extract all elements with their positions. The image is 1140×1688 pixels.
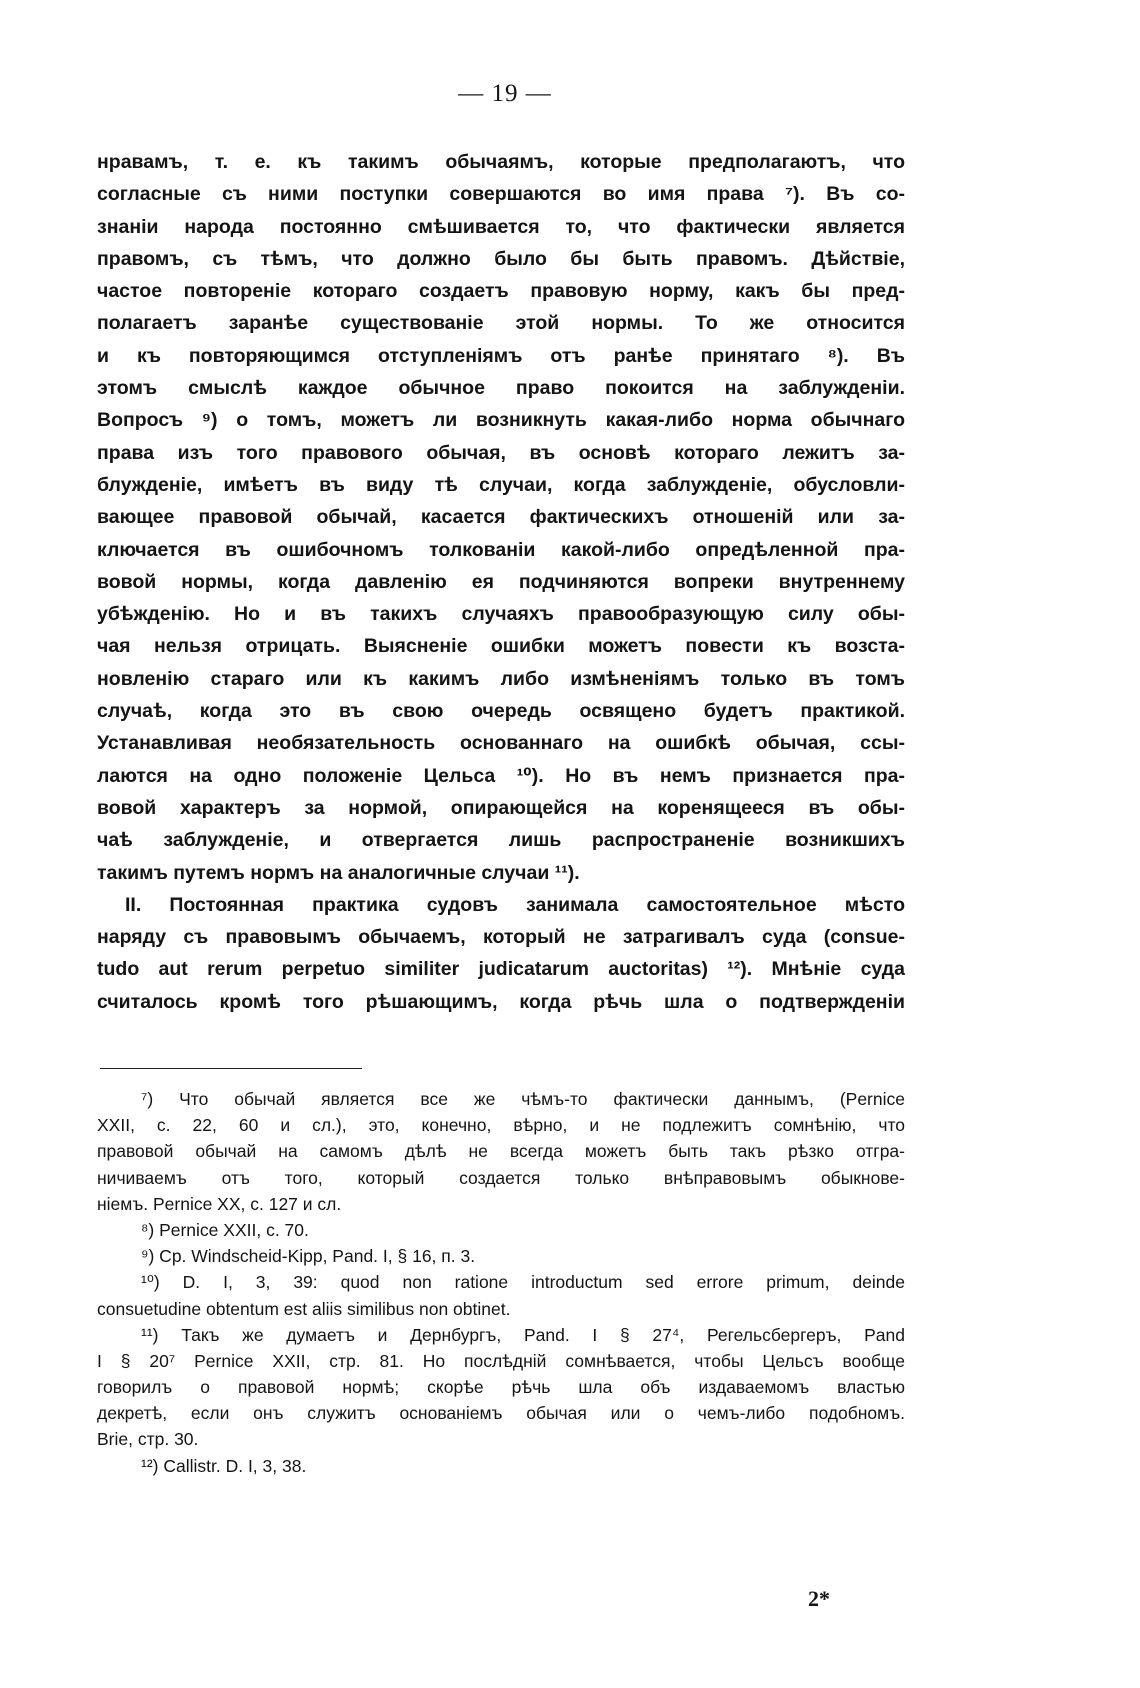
text-line: лаются на одно положеніе Цельса ¹⁰). Но въ немъ признается пра- <box>97 764 905 787</box>
text-line: Устанавливая необязательность основаннаго на ошибкѣ обычая, ссы- <box>97 732 905 755</box>
footnote-line: ⁷) Что обычай является все же чѣмъ-то фактически даннымъ, (Pernice <box>141 1089 905 1109</box>
text-line: такимъ путемъ нормъ на аналогичные случаи ¹¹). <box>97 861 580 884</box>
printer-signature: 2* <box>808 1586 830 1611</box>
text-line: вающее правовой обычай, касается фактическихъ отношеній или за- <box>97 506 905 529</box>
text-line: случаѣ, когда это въ свою очередь освящено будетъ практикой. <box>97 700 905 723</box>
text-line: считалось кромѣ того рѣшающимъ, когда рѣчь шла о подтвержденіи <box>97 990 905 1013</box>
footnote-line: декретѣ, если онъ служитъ основаніемъ обычая или о чемъ-либо подобномъ. <box>97 1403 905 1424</box>
footnote-line: Brie, стр. 30. <box>97 1429 199 1450</box>
text-line: новленію стараго или къ какимъ либо измѣненіямъ только въ томъ <box>97 667 905 690</box>
text-line: ключается въ ошибочномъ толкованіи какой-либо опредѣленной пра- <box>97 538 905 561</box>
text-line: чая нельзя отрицать. Выясненіе ошибки можетъ повести къ возста- <box>97 635 905 658</box>
text-line: tudo aut rerum perpetuo similiter judicatarum auctoritas) ¹²). Мнѣніе суда <box>97 958 905 981</box>
text-line: знаніи народа постоянно смѣшивается то, что фактически является <box>97 215 905 238</box>
footnote-line: ¹¹) Такъ же думаетъ и Дернбургъ, Pand. I § 27⁴, Регельсбергеръ, Pand <box>141 1324 905 1345</box>
text-line: правомъ, съ тѣмъ, что должно было бы быть правомъ. Дѣйствіе, <box>97 247 905 270</box>
text-line: Вопросъ ⁹) о томъ, можетъ ли возникнуть какая-либо норма обычнаго <box>97 409 905 432</box>
text-line: права изъ того правового обычая, въ основѣ котораго лежитъ за- <box>97 441 905 464</box>
footnote-line: ніемъ. Pernice XX, с. 127 и сл. <box>97 1193 342 1214</box>
footnote-line: ничиваемъ отъ того, который создается только внѣправовымъ обыкнове- <box>97 1167 905 1188</box>
footnote-line: правовой обычай на самомъ дѣлѣ не всегда можетъ быть такъ рѣзко отгра- <box>97 1141 905 1162</box>
footnote-line: ¹²) Callistr. D. I, 3, 38. <box>141 1455 307 1476</box>
footnote-line: ⁹) Ср. Windscheid-Kipp, Pand. I, § 16, п. 3. <box>141 1246 476 1267</box>
footnotes <box>97 1086 905 1479</box>
footnote-line: говорилъ о правовой нормѣ; скорѣе рѣчь шла объ издаваемомъ властью <box>97 1377 905 1398</box>
text-line: убѣжденію. Но и въ такихъ случаяхъ правообразующую силу обы- <box>97 603 905 626</box>
footnote-line: ⁸) Pernice XXII, с. 70. <box>141 1219 309 1240</box>
text-line: и къ повторяющимся отступленіямъ отъ ранѣе принятаго ⁸). Въ <box>97 344 905 367</box>
text-line: вовой характеръ за нормой, опирающейся на коренящееся въ обы- <box>97 796 905 819</box>
text-line: чаѣ заблужденіе, и отвергается лишь распространеніе возникшихъ <box>97 829 905 852</box>
text-line: этомъ смыслѣ каждое обычное право покоится на заблужденіи. <box>97 377 905 400</box>
footnote-line: I § 20⁷ Pernice XXII, стр. 81. Но послѣдній сомнѣвается, чтобы Цельсъ вообще <box>97 1350 905 1371</box>
page-number: — 19 — <box>458 80 552 107</box>
footnote-line: ¹⁰) D. I, 3, 39: quod non ratione introductum sed errore primum, deinde <box>141 1272 905 1293</box>
footnote-line: consuetudine obtentum est aliis similibus non obtinet. <box>97 1298 511 1319</box>
text-line: блужденіе, имѣетъ въ виду тѣ случаи, когда заблужденіе, обусловли- <box>97 473 905 496</box>
text-line: наряду съ правовымъ обычаемъ, который не затрагивалъ суда (consue- <box>97 926 905 949</box>
text-line: нравамъ, т. е. къ такимъ обычаямъ, которые предполагаютъ, что <box>97 151 905 173</box>
footnote-divider <box>100 1068 362 1069</box>
text-line: полагаетъ заранѣе существованіе этой нормы. То же относится <box>97 312 905 335</box>
text-line: согласные съ ними поступки совершаются во имя права ⁷). Въ со- <box>97 183 905 206</box>
text-line: частое повтореніе котораго создаетъ правовую норму, какъ бы пред- <box>97 280 905 303</box>
footnote-line: XXII, с. 22, 60 и сл.), это, конечно, вѣрно, и не подлежитъ сомнѣнію, что <box>97 1115 905 1136</box>
text-line: II. Постоянная практика судовъ занимала самостоятельное мѣсто <box>125 893 905 916</box>
text-line: вовой нормы, когда давленію ея подчиняются вопреки внутреннему <box>97 570 905 593</box>
main-text <box>97 146 905 1018</box>
